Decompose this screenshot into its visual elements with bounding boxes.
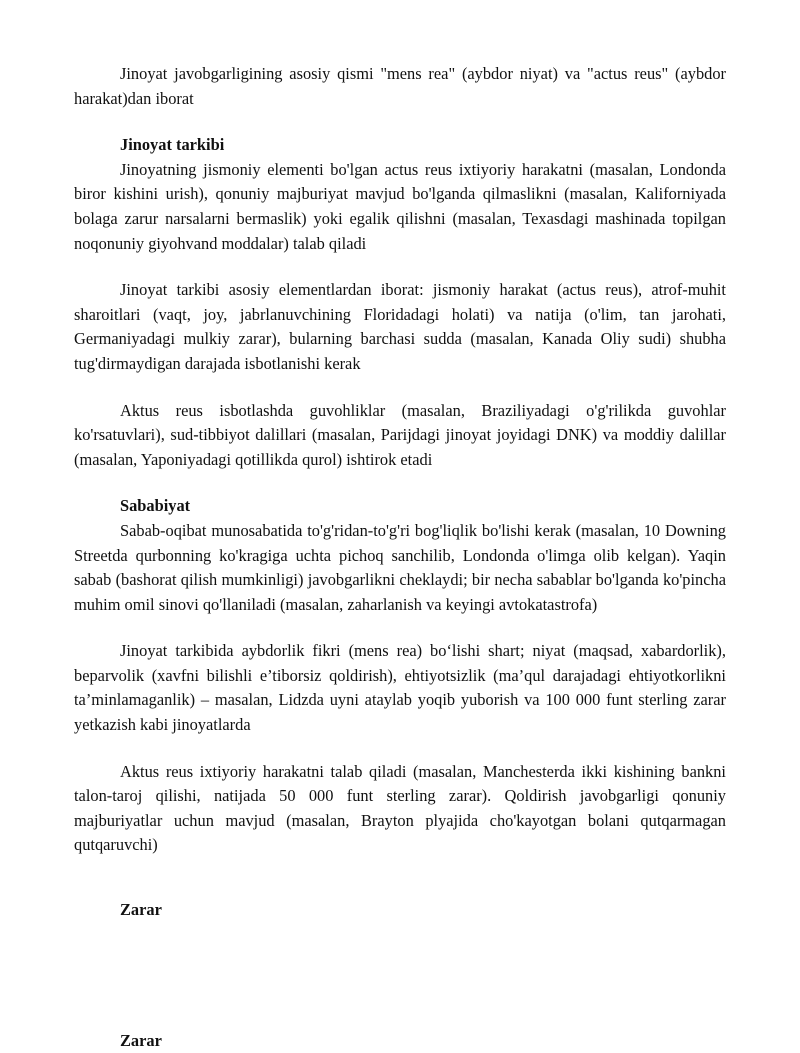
heading-sababiyat: Sababiyat [120,496,191,516]
heading-zarar-2: Zarar [120,1030,162,1050]
paragraph-omission: Aktus reus ixtiyoriy harakatni talab qiladi (masalan, Manchesterda ikki kishining bankni talon-taroj qilishi, natijada 50 000 funt sterling zarar). Qoldirish javobgarligi qonuniy majburiyatlar uchun mavjud (masalan, Brayton plyajida cho'kayotgan bolani qutqarmagan qutqaruvchi) [74,761,726,855]
intro-paragraph: Jinoyat javobgarligining asosiy qismi "mens rea" (aybdor niyat) va "actus reus" (aybdor harakat)dan iborat [74,64,726,108]
heading-jinoyat-tarkibi: Jinoyat tarkibi [120,135,225,155]
heading-zarar: Zarar [120,900,162,920]
paragraph-evidence: Aktus reus isbotlashda guvohliklar (masalan, Braziliyadagi o'g'rilikda guvohlar ko'rsatuvlari), sud-tibbiyot dalillari (masalan, Parijdagi jinoyat joyidagi DNK) va moddiy dalillar (masalan, Yaponiyadagi qotillikda qurol) ishtirok etadi [74,400,726,469]
paragraph-causation: Sabab-oqibat munosabatida to'g'ridan-to'g'ri bog'liqlik bo'lishi kerak (masalan, 10 Downing Streetda qurbonning ko'kragiga uchta pichoq sanchilib, Londonda o'limga olib kelgan). Yaqin sabab (bashorat qilish mumkinligi) javobgarlikni cheklaydi; bir necha sabablar bo'lganda ko'pincha muhim omil sinovi qo'llaniladi (masalan, zaharlanish va keyingi avtokatastrofa) [74,520,726,614]
paragraph-mens-rea: Jinoyat tarkibida aybdorlik fikri (mens rea) bo‘lishi shart; niyat (maqsad, xabardorlik), beparvolik (xavfni bilishli e’tiborsiz qoldirish), ehtiyotsizlik (ma’qul darajadagi ehtiyotkorlikni ta’minlamaganlik) – masalan, Lidzda uyni ataylab yoqib yuborish va 100 000 funt sterling zarar yetkazish kabi jinoyatlarda [74,641,726,735]
document-page [74,62,726,1053]
paragraph-elements: Jinoyat tarkibi asosiy elementlardan iborat: jismoniy harakat (actus reus), atrof-muhit sharoitlari (vaqt, joy, jabrlanuvchining Floridadagi holati) va natija (o'lim, tan jarohati, Germaniyadagi mulkiy zarar), bularning barchasi sudda (masalan, Kanada Oliy sudi) shubha tug'dirmaydigan darajada isbotlanishi kerak [74,280,726,373]
paragraph-actus-reus: Jinoyatning jismoniy elementi bo'lgan actus reus ixtiyoriy harakatni (masalan, Londonda biror kishini urish), qonuniy majburiyat mavjud bo'lganda qilmaslikni (masalan, Kaliforniyada bolaga zarur narsalarni bermaslik) yoki egalik qilishni (masalan, Texasdagi mashinada topilgan noqonuniy giyohvand moddalar) talab qiladi [74,159,726,253]
